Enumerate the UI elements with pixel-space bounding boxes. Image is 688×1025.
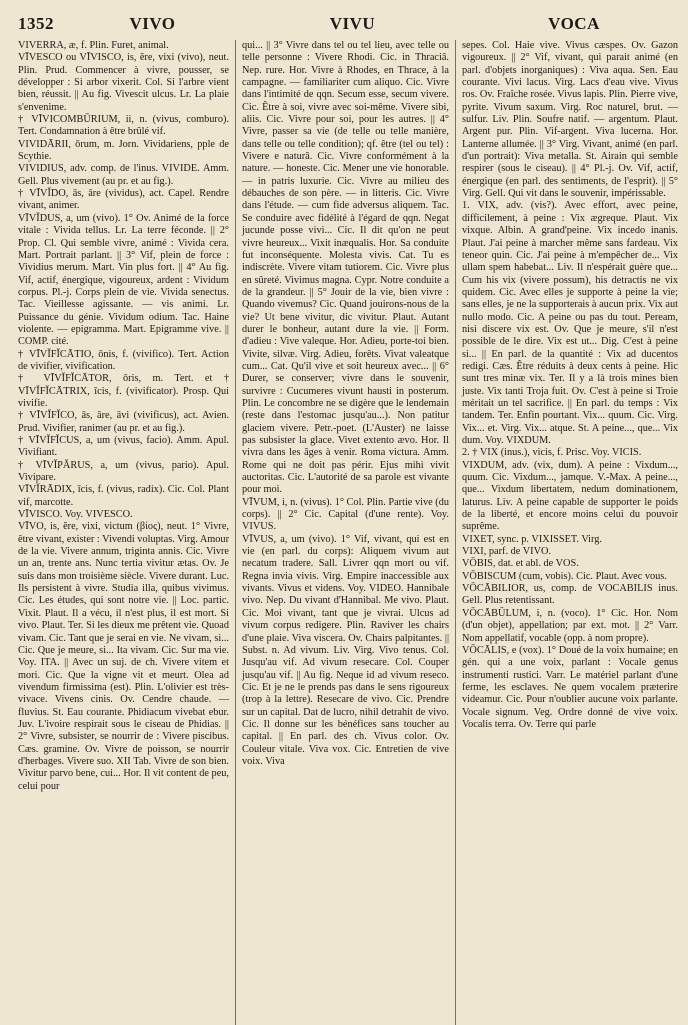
dictionary-entry: VIVIDIUS, adv. comp. de l'inus. VIVIDE. Amm. Gell. Plus vivement (au pr. et au fig.).: [18, 163, 229, 187]
dictionary-entry: VŌCĀBŬLUM, i, n. (voco). 1° Cic. Hor. Nom (d'un objet), appellation; par ext. mot. || 2° Varr. Nom appellatif, vocable (opp. à nom propre).: [462, 607, 678, 644]
dictionary-entry: VĪVĬDUS, a, um (vivo). 1° Ov. Animé de la force vitale : Vivida tellus. Lr. La terre féconde. || 2° Prop. Cl. Qui semble vivre, animé : Vivida cera. Mart. Portrait parlant. || 3° Vif, plein de force : Vividius merum. Mart. Vin plus fort. || 4° Au fig. Vif, actif, énergique, vigoureux, ardent : Vividum corpus. Pl.-j. Corps plein de vie. Vivida senectus. Tac. Vieillesse agissante. — vis animi. Lr. Puissance du génie. Vividum odium. Tac. Haine violente. — epigramma. Mart. Epigramme vive. || COMP. cité.: [18, 212, 229, 348]
page-header: [18, 14, 678, 40]
running-head-center: VIVU: [329, 14, 376, 33]
dictionary-entry: † VĪVĬDO, ās, āre (vividus), act. Capel. Rendre vivant, animer.: [18, 188, 229, 212]
dictionary-entry: VŌCĀBILIOR, us, comp. de VOCABILIS inus. Gell. Plus retentissant.: [462, 583, 678, 607]
dictionary-entry: VŌBISCUM (cum, vobis). Cic. Plaut. Avec vous.: [462, 570, 667, 582]
dictionary-entry: † VĪVĬFĬCĀTOR, ōris, m. Tert. et † VĪVĬFĬCĀTRIX, īcis, f. (vivificator). Prosp. Qui vivifie.: [18, 373, 229, 409]
dictionary-entry: VŌCĀLIS, e (vox). 1° Doué de la voix humaine; en gén. qui a une voix, parlant : Vocale genus instrumenti rustici. Varr. Le matériel parlant d'une ferme, les esclaves. Ne quem vocalem præterire videamur. Cic. Pour n'oublier aucune voix parlante. Vocale signum. Veg. Ordre donné de vive voix. Vocalis terra. Ov. Terre qui parle: [462, 644, 678, 730]
column-middle: [236, 40, 456, 1025]
dictionary-entry: VĪVUM, i, n. (vivus). 1° Col. Plin. Partie vive (du corps). || 2° Cic. Capital (d'une rente). Voy. VIVUS.: [242, 496, 449, 533]
dictionary-entry: 2. † VIX (inus.), vicis, f. Prisc. Voy. VICIS.: [462, 447, 642, 459]
running-head-left: VIVO: [129, 14, 176, 33]
dictionary-entry: † VĪVICOMBŪRIUM, ii, n. (vivus, comburo). Tert. Condamnation à être brûlé vif.: [18, 114, 229, 138]
dictionary-entry: † VĪVĬFĬCUS, a, um (vivus, facio). Amm. Apul. Vivifiant.: [18, 435, 229, 459]
dictionary-entry: VĪVESCO ou VĪVISCO, is, ĕre, vixi (vivo), neut. Plin. Prud. Commencer à vivre, pousser, se développer : Si arbor vixerit. Col. Si l'arbre vient bien, réussit. || Au fig. Vivescit ulcus. Lr. La plaie s'envenime.: [18, 52, 229, 113]
column-left: [18, 40, 236, 1025]
dictionary-entry: VIXET, sync. p. VIXISSET. Virg.: [462, 533, 603, 545]
dictionary-entry: VIVIDĀRII, ōrum, m. Jorn. Vividariens, pple de Scythie.: [18, 138, 229, 163]
running-head-right: VOCA: [548, 14, 600, 33]
page-number: 1352: [18, 14, 54, 33]
dictionary-entry: VIXDUM, adv. (vix, dum). A peine : Vixdum..., quum. Cic. Vixdum..., jamque. V.-Max. A peine..., que... Vixdum libertatem, nedum dominationem, laturus. Liv. A peine capable de supporter le poids de la liberté, et encore moins celui du pouvoir suprême.: [462, 459, 678, 533]
dictionary-entry: VĪVĬRĀDIX, īcis, f. (vivus, radix). Cic. Col. Plant vif, marcotte.: [18, 484, 229, 508]
dictionary-entry: † VĪVĬFĬCO, ās, āre, āvi (vivificus), act. Avien. Prud. Vivifier, ranimer (au pr. et au fig.).: [18, 410, 229, 434]
dictionary-entry: VŌBIS, dat. et abl. de VOS.: [462, 558, 579, 570]
dictionary-entry: qui... || 3° Vivre dans tel ou tel lieu, avec telle ou telle personne : Vivere Rhodi. Cic. in Thraciâ. Nep. rure. Hor. Vivre à Rhodes, en Thrace, à la campagne. — familiariter cum aliquo. Cic. Vivre dans l'intimité de qqn. Secum esse, secum vivere. Cic. Être à soi, vivre avec soi-même. Vivere sibi, aliis. Cic. Vivre pour soi, pour les autres. || 4° Vivre, passer sa vie (de telle ou telle manière, dans telle ou telle condition); qf. être (tel ou tel) : Vivere e naturâ. Cic. Vivre conformément à la nature. — honeste. Cic. Mener une vie honorable. — in patris luxurie. Cic. Vivre au milieu des débauches de son père. — in litteris. Cic. Vivre dans l'étude. — cum fide adversus aliquem. Tac. Se conduire avec fidélité à l'égard de qqn. Negat jucunde posse vivi... Cic. Il dit qu'on ne peut vivre heureux... Vixit inæqualis. Hor. Sa conduite fut inconséquente. Molesta vivis. Cat. Tu es indiscrète. Vivere vitam tutiorem. Cic. Vivre plus en sûreté. Vivimus magna. Cypr. Notre conduite a de la grandeur. || 5° Jouir de la vie, bien vivre : Quando vivemus? Cic. Quand jouirons-nous de la vie? Ut bene vivitur, dic vivitur. Plaut. Autant durer le bonheur, autant dure la vie. || Form. d'adieu : Vive valeque. Hor. Adieu, porte-toi bien. Vivite, silvæ. Virg. Adieu, forêts. Vivat valeatque cum... Cat. Qu'il vive et soit heureux avec... || 6° Durer, se conserver; vivre dans le souvenir, survivre : Cucumeres vivunt hausti in posterum. Plin. Le concombre ne se digère que le lendemain (reste dans l'estomac jusqu'au...). Non patitur glaciem vivere. Petr.-poet. (L'Auster) ne laisse pas subsister la glace. Vivet extento ævo. Hor. Il vivra dans les âges à venir. Roma victura. Amm. Rome qui ne doit pas périr. Ejus mihi vivit auctoritas. Cic. L'autorité de sa parole est vivante pour moi.: [242, 40, 449, 496]
dictionary-entry: † VĪVĬPĂRUS, a, um (vivus, pario). Apul. Vivipare.: [18, 459, 229, 484]
dictionary-entry: † VĪVĬFĬCĀTIO, ōnis, f. (vivifico). Tert. Action de vivifier, vivification.: [18, 348, 229, 372]
dictionary-entry: VIXI, parf. de VIVO.: [462, 546, 552, 558]
columns: [18, 40, 678, 1025]
dictionary-entry: VĪVUS, a, um (vivo). 1° Vif, vivant, qui est en vie (en parl. du corps): Aliquem vivum aut necatum tradere. Sall. Livrer qqn mort ou vif. Regna invia vivis. Virg. Empire inaccessible aux vivants. Vivus et videns. Voy. VIDEO. Hannibale vivo. Nep. Du vivant d'Hannibal. Me vivo. Plaut. Cic. Moi vivant, tant que je vivrai. Ulcus ad vivum corpus redigere. Plin. Raviver les chairs d'une plaie. Viva viscera. Ov. Chairs palpitantes. || Subst. n. Ad vivum. Liv. Virg. Vivo tenus. Col. Jusqu'au vif. Ad vivum resecare. Col. Couper jusqu'au vif. || Au fig. Neque id ad vivum reseco. Cic. Et je ne le prends pas dans le sens rigoureux (trop à la lettre). Resecare de vivo. Cic. Prendre sur un capital. Dat de lucro, nihil detrahit de vivo. Cic. Il donne sur les bénéfices sans toucher au capital. || En parl. des ch. Vivus color. Ov. Couleur vitale. Viva vox. Cic. Entretien de vive voix. Viva: [242, 533, 449, 767]
dictionary-entry: VĪVISCO. Voy. VIVESCO.: [18, 509, 133, 521]
dictionary-entry: VĪVO, is, ĕre, vixi, victum (βίος), neut. 1° Vivre, être vivant, exister : Vivendi voluptas. Virg. Amour de la vie. Vivere annum, triginta annis. Cic. Vivre un an, trente ans. Nunc tertia vivitur ætas. Ov. Je suis dans mon troisième siècle. Vivere durant. Luc. Ils persistent à vivre. Studia illa, quibus vivimus. Cic. Les études, qui sont notre vie. || Loc. partic. Vixit. Plaut. Il a vécu, il n'est plus, il est mort. Si vivo. Plaut. Ter. Si les dieux me prêtent vie. Quoad vivam. Cic. Tant que je serai en vie. Ne vivam, si... Cic. Que je meure, si... Ita vivam. Cic. Sur ma vie. Voy. ITA. || Avec un suj. de ch. Vivere vitem et mori. Cic. Que la vigne vit et meurt. Olea ad vivendum firmissima (est). Plin. L'olivier est très-vivace. Vivens cinis. Ov. Cendre chaude. — fluvius. St. Eau courante. Phidiacum vivebat ebur. Juv. L'ivoire respirait sous le ciseau de Phidias. || 2° Vivre, subsister, se nourrir de : Vivere piscibus. Cæs. gramine. Ov. Vivre de poisson, se nourrir d'herbages. Vivere suo. XII Tab. Vivre de son bien. Vivitur parvo bene, cui... Hor. Il vit content de peu, celui pour: [18, 521, 229, 792]
column-right: [456, 40, 678, 1025]
dictionary-entry: 1. VIX, adv. (vis?). Avec effort, avec peine, difficilement, à peine : Vix ægreque. Plaut. Vix vixque. Albin. A grand'peine. Vix incedo inanis. Plaut. J'ai peine à marcher même sans fardeau. Vix teneor quin. Cic. J'ai peine à m'empêcher de... Vix ullam spem habebat... Liv. Il n'espérait guère que... Cum his vix (vivere possum), his detractis ne vix quidem. Cic. Avec elles je supporte à peine la vie; sans elles, je ne la supporterais à aucun prix. Vix aut nullo modo. Cic. A peine ou pas du tout. Peream, nisi discere vix est. Ov. Que je meure, s'il n'est possible de le dire. Vix est ut... Dig. C'est à peine si... || En parl. de la quantité : Vix ad ducentos redigi. Cæs. Être réduits à deux cents à peine. Hic sunt tres minæ vix. Ter. Il y a là trois mines bien juste. Vix tanti Troja fuit. Ov. C'est à peine si Troie méritait un tel sacrifice. || En parl. du temps : Vix tandem. Ter. Enfin pourtant. Vix... quum. Cic. Virg. Vix... et. Virg. Vix... atque. St. A peine..., que... Vix dum. Voy. VIXDUM.: [462, 200, 678, 446]
dictionary-entry: sepes. Col. Haie vive. Vivus cæspes. Ov. Gazon vigoureux. || 2° Vif, vivant, qui parait animé (en parl. d'objets inorganiques) : Viva aqua. Sen. Eau courante. Vivi lacus. Virg. Lacs d'eau vive. Vivus ros. Ov. Fraîche rosée. Vivus lapis. Plin. Pierre vive, pyrite. Vivum saxum. Virg. Roc naturel, brut. — sulfur. Liv. Plin. Soufre natif. — argentum. Plaut. Argent pur. Plin. Vif-argent. Viva lucerna. Hor. Lanterne allumée. || 3° Virg. Vivant, animé (en parl. d'un portrait): Viva metalla. St. Airain qui semble respirer (sous le ciseau). || 4° Pl.-j. Ov. Vif, actif, énergique (en parl. des sentiments, de l'esprit). || 5° Virg. Gell. Qui vit dans le souvenir, impérissable.: [462, 40, 678, 200]
dictionary-entry: VIVERRA, æ, f. Plin. Furet, animal.: [18, 40, 169, 51]
